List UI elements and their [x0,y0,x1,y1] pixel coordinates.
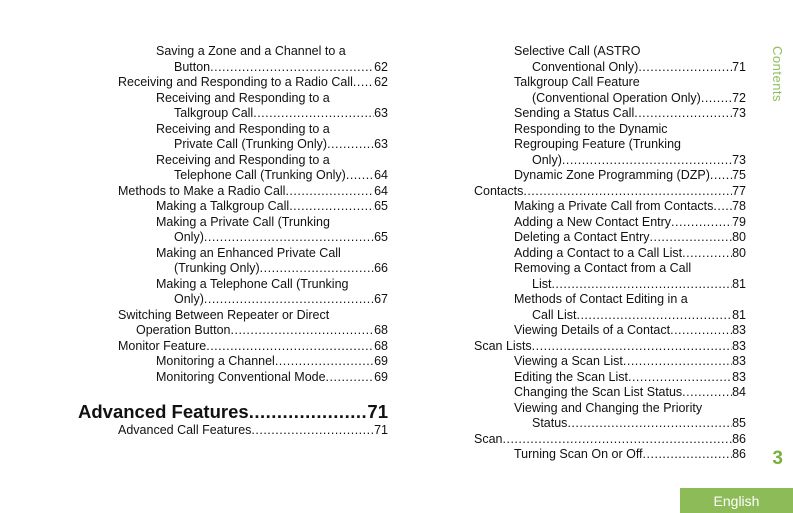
dot-leader [628,370,732,386]
toc-page-number: 68 [374,323,388,337]
toc-entry-title: Deleting a Contact Entry [514,230,650,244]
toc-entry-title: Dynamic Zone Programming (DZP) [514,168,710,182]
dot-leader [503,432,733,448]
toc-entry[interactable] [474,230,746,246]
toc-page-number: 71 [374,423,388,437]
dot-leader [523,184,732,200]
toc-entry[interactable] [474,246,746,262]
dot-leader [713,199,732,215]
toc-page-number: 68 [374,338,388,353]
dot-leader [650,230,733,246]
toc-page-number: 75 [732,168,746,182]
toc-entry-title: Monitor Feature [118,338,207,353]
toc-entry-title: Conventional Only) [532,59,639,74]
toc-entry-title: Adding a Contact to a Call List [514,245,683,260]
chapter-title: Advanced Features [78,401,249,422]
dot-leader [253,106,374,122]
toc-entry[interactable] [474,370,746,386]
dot-leader [682,385,732,401]
toc-page-number: 72 [732,90,746,105]
toc-entry[interactable] [78,199,388,215]
toc-entry-title: Contacts [474,183,524,198]
toc-page-number: 71 [732,59,746,74]
toc-entry-text: Selective Call (ASTRO [514,44,641,58]
toc-entry-title: Talkgroup Call [174,106,254,120]
toc-page-number: 63 [374,137,388,151]
toc-page-number: 77 [732,183,746,198]
toc-page-number: 83 [732,369,746,384]
chapter-page-number: 71 [367,401,388,422]
toc-entry-text: Switching Between Repeater or Direct [118,307,330,322]
toc-entry-title: List [532,276,552,291]
dot-leader [562,153,732,169]
toc-entry[interactable] [474,354,746,370]
dot-leader [289,199,374,215]
dot-leader [682,246,732,262]
dot-leader [326,370,375,386]
toc-entry-text: Responding to the Dynamic [514,121,668,136]
toc-page-number: 78 [732,199,746,213]
toc-entry-text: Viewing and Changing the Priority [514,400,703,415]
toc-entry[interactable] [474,339,746,355]
toc-entry-title: Receiving and Responding to a Radio Call [118,75,353,89]
dot-leader [327,137,374,153]
toc-entry[interactable] [78,153,388,184]
toc-entry[interactable] [78,75,388,91]
section-tab-label: Contents [770,46,785,103]
toc-entry-title: Advanced Call Features [118,423,252,437]
toc-page-number: 73 [732,106,746,120]
toc-entry[interactable] [474,432,746,448]
toc-entry-title: Private Call (Trunking Only) [174,137,328,151]
toc-entry[interactable] [474,122,746,169]
toc-entry-title: Making a Talkgroup Call [156,199,290,213]
toc-entry[interactable] [78,215,388,246]
toc-entry[interactable] [78,122,388,153]
toc-entry-title: Scan Lists [474,338,532,353]
toc-entry-text: Saving a Zone and a Channel to a [156,44,346,58]
toc-page-number: 62 [374,75,388,89]
toc-entry[interactable] [474,447,746,463]
language-badge: English [680,488,793,513]
dot-leader [670,323,732,339]
dot-leader [204,230,374,246]
toc-page-number: 83 [732,323,746,337]
toc-page-number: 73 [732,152,746,167]
dot-leader [551,277,732,293]
toc-entry-title: Turning Scan On or Off [514,447,643,461]
dot-leader [231,323,375,339]
toc-page-number: 65 [374,199,388,213]
toc-entry-text: Making a Private Call (Trunking [156,214,330,229]
toc-entry-title: Adding a New Contact Entry [514,214,672,229]
dot-leader [576,308,732,324]
toc-entry-title: Button [174,59,211,74]
toc-entry-title: Call List [532,307,577,322]
toc-entry-title: (Trunking Only) [174,261,260,275]
toc-entry[interactable] [474,385,746,401]
toc-page-number: 80 [732,245,746,260]
toc-entry-text: Receiving and Responding to a [156,90,330,105]
toc-page-number: 81 [732,307,746,322]
dot-leader [638,60,732,76]
toc-entry[interactable] [78,91,388,122]
toc-entry[interactable] [78,44,388,75]
toc-entry-title: Viewing a Scan List [514,354,623,368]
toc-entry[interactable] [474,292,746,323]
toc-entry-text: Receiving and Responding to a [156,152,330,167]
toc-entry-title: Telephone Call (Trunking Only) [174,168,346,182]
toc-entry[interactable] [78,277,388,308]
toc-entry[interactable] [78,246,388,277]
dot-leader [353,75,374,91]
dot-leader [275,354,374,370]
dot-leader [260,261,374,277]
toc-entry-text: Methods of Contact Editing in a [514,292,688,306]
toc-entry-text: Making a Telephone Call (Trunking [156,276,349,291]
toc-entry-title: Methods to Make a Radio Call [118,183,286,198]
toc-page-number: 62 [374,59,388,74]
toc-entry-text: Talkgroup Call Feature [514,75,640,89]
dot-leader [249,401,368,423]
dot-leader [210,60,374,76]
dot-leader [532,339,732,355]
dot-leader [206,339,374,355]
toc-entry-text: Receiving and Responding to a [156,121,330,136]
dot-leader [634,106,732,122]
dot-leader [567,416,732,432]
toc-page-number: 83 [732,354,746,368]
toc-entry[interactable] [474,168,746,184]
toc-page-number: 86 [732,447,746,461]
toc-page-number: 80 [732,230,746,244]
toc-page-number: 85 [732,416,746,430]
toc-entry-title: Monitoring a Channel [156,354,275,368]
toc-entry-title: Only) [174,292,204,306]
toc-entry[interactable] [78,354,388,370]
toc-entry[interactable] [474,44,746,75]
toc-page-number: 83 [732,338,746,353]
chapter-heading[interactable] [78,401,388,423]
toc-entry[interactable] [474,323,746,339]
toc-entry-title: Scan [474,431,503,446]
toc-page-number: 67 [374,292,388,306]
toc-entry-text: Removing a Contact from a Call [514,261,692,275]
toc-page-number: 66 [374,261,388,275]
toc-entry[interactable] [78,308,388,339]
toc-entry-text: Regrouping Feature (Trunking [514,137,681,151]
toc-entry-title: Editing the Scan List [514,369,628,384]
toc-left-column [78,44,388,439]
toc-entry-title: (Conventional Operation Only) [532,90,701,105]
toc-entry-text: Making an Enhanced Private Call [156,245,341,260]
toc-page-number: 64 [374,168,388,182]
toc-page-number: 79 [732,214,746,229]
toc-entry-title: Making a Private Call from Contacts [514,199,714,213]
dot-leader [204,292,374,308]
toc-entry-title: Viewing Details of a Contact [514,323,671,337]
toc-page-number: 64 [374,183,388,198]
toc-page-number: 86 [732,431,746,446]
toc-entry[interactable] [474,75,746,106]
toc-page-number: 81 [732,276,746,291]
toc-entry[interactable] [78,423,388,439]
toc-right-column [474,44,746,463]
dot-leader [671,215,732,231]
toc-entry-title: Status [532,416,568,430]
dot-leader [623,354,732,370]
toc-entry[interactable] [474,106,746,122]
toc-page-number: 63 [374,106,388,120]
toc-page-number: 69 [374,354,388,368]
dot-leader [701,91,732,107]
toc-page-number: 84 [732,385,746,399]
toc-page-number: 65 [374,230,388,244]
toc-entry-title: Monitoring Conventional Mode [156,369,326,384]
dot-leader [710,168,732,184]
toc-entry[interactable] [474,401,746,432]
toc-entry[interactable] [474,261,746,292]
toc-entry-title: Only) [174,230,204,244]
toc-entry[interactable] [474,199,746,215]
toc-entry[interactable] [78,184,388,200]
toc-entry-title: Sending a Status Call [514,106,635,120]
toc-page-number: 69 [374,369,388,384]
toc-entry[interactable] [474,184,746,200]
toc-entry[interactable] [78,339,388,355]
toc-entry-title: Only) [532,152,562,167]
toc-entry-title: Changing the Scan List Status [514,385,683,399]
dot-leader [346,168,374,184]
toc-entry[interactable] [474,215,746,231]
dot-leader [643,447,733,463]
page-number: 3 [772,448,783,469]
toc-entry-title: Operation Button [136,323,231,337]
dot-leader [285,184,374,200]
toc-entry[interactable] [78,370,388,386]
dot-leader [251,423,374,439]
